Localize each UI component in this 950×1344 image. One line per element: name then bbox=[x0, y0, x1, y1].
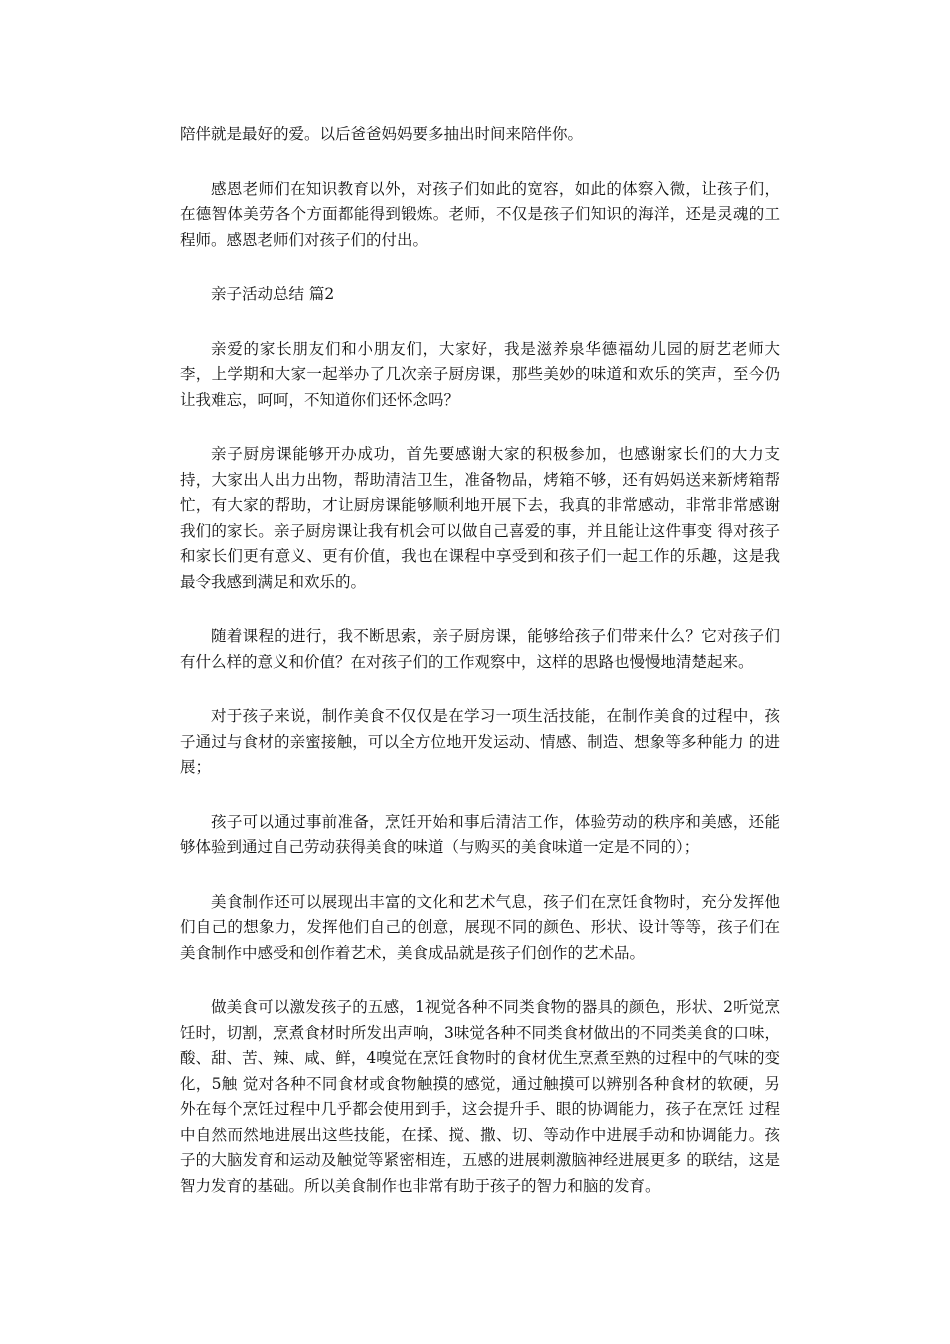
document-body bbox=[180, 122, 780, 1228]
section-heading: 亲子活动总结 篇2 bbox=[211, 285, 335, 303]
paragraph-greeting: 亲爱的家长朋友们和小朋友们，大家好，我是滋养泉华德福幼儿园的厨艺老师大李，上学期和大家一起举办了几次亲子厨房课，那些美妙的味道和欢乐的笑声，至今仍让我难忘，呵呵，不知道你们还怀念吗？ bbox=[180, 339, 780, 409]
paragraph-thanks-parents: 亲子厨房课能够开办成功，首先要感谢大家的积极参加，也感谢家长们的大力支持，大家出人出力出物，帮助清洁卫生，准备物品，烤箱不够，还有妈妈送来新烤箱帮 忙，有大家的帮助，才让厨房课能够顺利地开展下去，我真的非常感动，非常非常感谢我们的家长。亲子厨房课让我有机会可以做自己喜爱的事，并且能让这件事变 得对孩子和家长们更有意义、更有价值，我也在课程中享受到和孩子们一起工作的乐趣，这是我最令我感到满足和欢乐的。 bbox=[180, 445, 780, 591]
paragraph-labor: 孩子可以通过事前准备，烹饪开始和事后清洁工作，体验劳动的秩序和美感，还能够体验到通过自己劳动获得美食的味道（与购买的美食味道一定是不同的）； bbox=[180, 812, 780, 856]
paragraph-abilities: 对于孩子来说，制作美食不仅仅是在学习一项生活技能，在制作美食的过程中，孩子通过与食材的亲蜜接触，可以全方位地开发运动、情感、制造、想象等多种能力 的进展； bbox=[180, 707, 780, 776]
paragraph-art: 美食制作还可以展现出丰富的文化和艺术气息，孩子们在烹饪食物时，充分发挥他们自己的想象力，发挥他们自己的创意，展现不同的颜色、形状、设计等等，孩子们在美食制作中感受和创作着艺术，美食成品就是孩子们创作的艺术品。 bbox=[180, 892, 780, 962]
paragraph-thanks-teachers: 感恩老师们在知识教育以外，对孩子们如此的宽容，如此的体察入微，让孩子们，在德智体美劳各个方面都能得到锻炼。老师，不仅是孩子们知识的海洋，还是灵魂的工程师。感恩老师们对孩子们的付出。 bbox=[180, 179, 780, 249]
paragraph-five-senses: 做美食可以激发孩子的五感，1视觉各种不同类食物的器具的颜色，形状、2听觉烹饪时，切割，烹煮食材时所发出声响，3味觉各种不同类食材做出的不同类美食的口味，酸、甜、苦、辣、咸、鲜，4嗅觉在烹饪食物时的食材优生烹煮至熟的过程中的气味的变化，5触 觉对各种不同食材或食物触摸的感觉，通过触摸可以辨别各种食材的软硬，另外在每个烹饪过程中几乎都会使用到手，这会提升手、眼的协调能力，孩子在烹饪 过程中自然而然地进展出这些技能，在揉、搅、撒、切、等动作中进展手动和协调能力。孩子的大脑发育和运动及触觉等紧密相连，五感的进展刺激脑神经进展更多 的联结，这是智力发育的基础。所以美食制作也非常有助于孩子的智力和脑的发育。 bbox=[180, 998, 780, 1195]
paragraph-continued: 陪伴就是最好的爱。以后爸爸妈妈要多抽出时间来陪伴你。 bbox=[180, 125, 584, 143]
paragraph-reflection: 随着课程的进行，我不断思索，亲子厨房课，能够给孩子们带来什么？它对孩子们有什么样的意义和价值？在对孩子们的工作观察中，这样的思路也慢慢地清楚起来。 bbox=[180, 627, 780, 671]
